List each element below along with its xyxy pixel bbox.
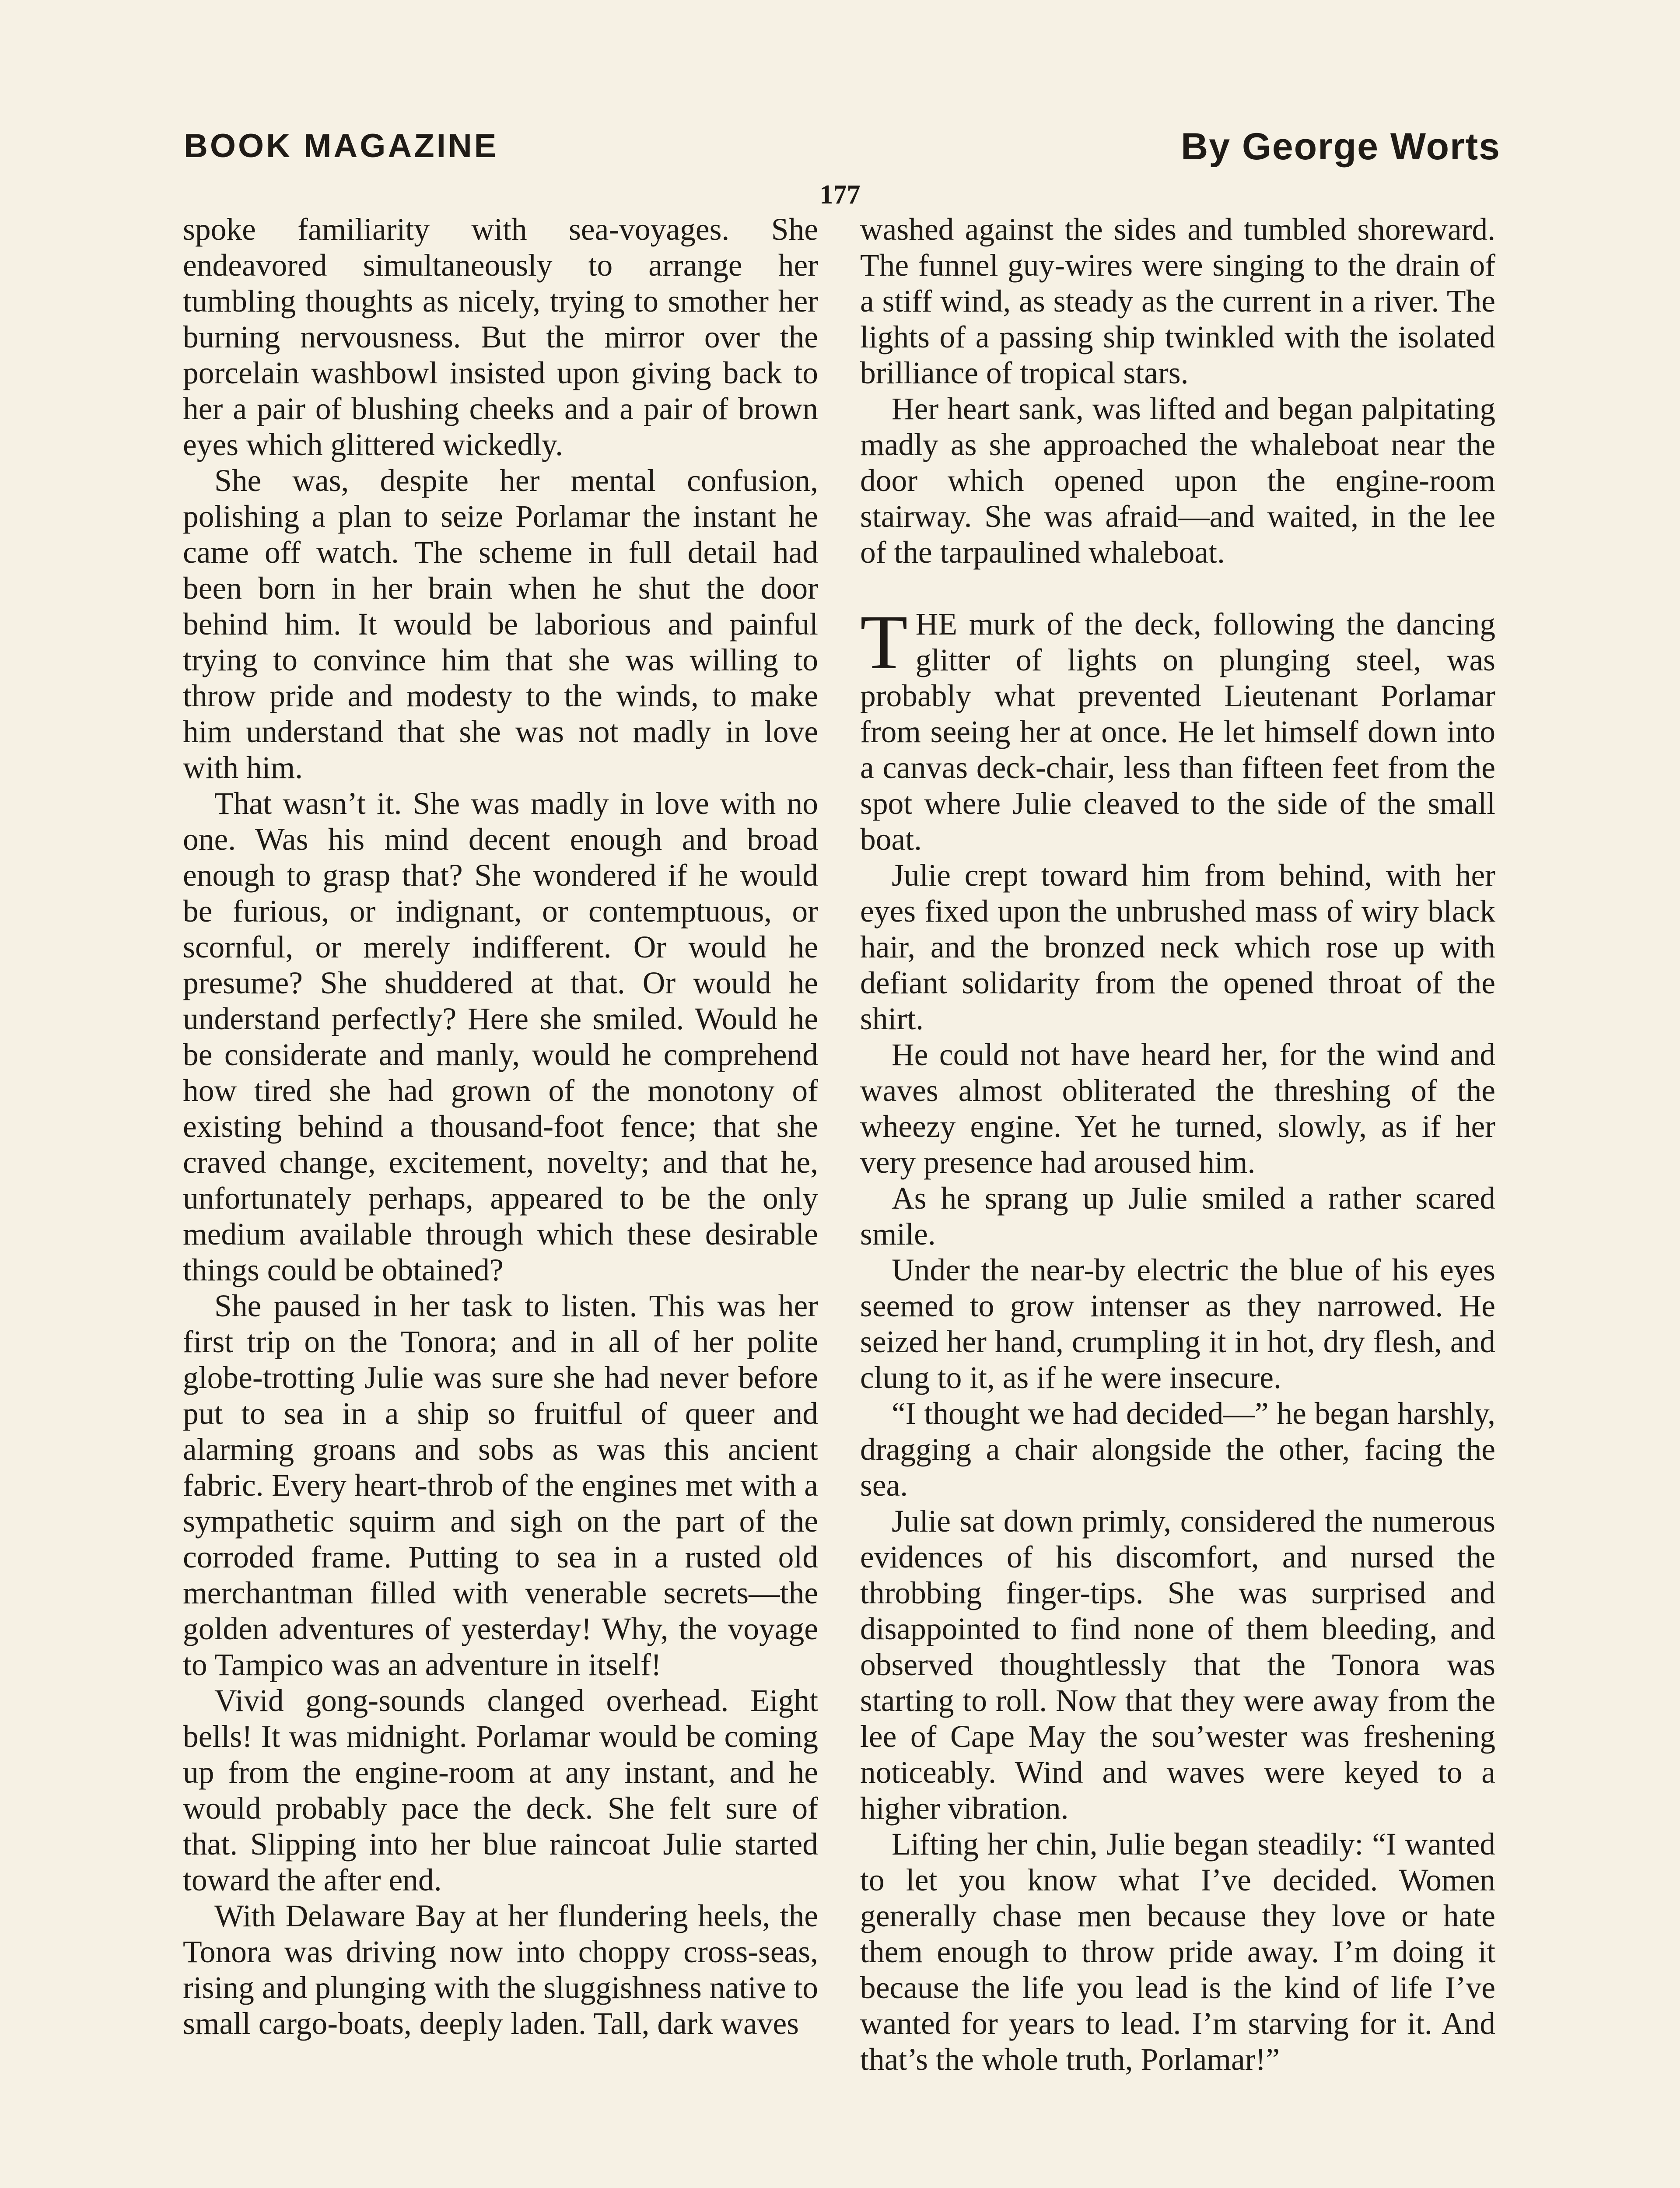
paragraph: [860, 1037, 1495, 1181]
paragraph-text: washed against the sides and tumbled shoreward. The funnel guy-wires were singing to the drain of a stiff wind, as steady as the current in a river. The lights of a passing ship twinkled with the isolated brilliance of tropical stars.: [860, 212, 1495, 390]
paragraph-text: Vivid gong-sounds clanged overhead. Eight bells! It was midnight. Porlamar would be coming up from the engine-room at any instant, and he would probably pace the deck. She felt sure of that. Slipping into her blue raincoat Julie started toward the after end.: [183, 1683, 818, 1897]
paragraph-text: He could not have heard her, for the wind and waves almost obliterated the threshing of the wheezy engine. Yet he turned, slowly, as if her very presence had aroused him.: [860, 1038, 1495, 1180]
text-column-right: [860, 212, 1495, 2188]
running-head-publication: BOOK MAGAZINE: [184, 127, 499, 165]
paragraph-text: Julie crept toward him from behind, with her eyes fixed upon the unbrushed mass of wiry black hair, and the bronzed neck which rose up with defiant solidarity from the opened throat of the shirt.: [860, 858, 1495, 1036]
paragraph-text: She paused in her task to listen. This was her first trip on the Tonora; and in all of her polite globe-trotting Julie was sure she had never before put to sea in a ship so fruitful of queer and alarming groans and sobs as was this ancient fabric. Every heart-throb of the engines met with a sympathetic squirm and sigh on the part of the corroded frame. Putting to sea in a rusted old merchantman filled with venerable secrets—the golden adventures of yesterday! Why, the voyage to Tampico was an adventure in itself!: [183, 1289, 818, 1682]
paragraph: [183, 1898, 818, 2042]
paragraph-text: Lifting her chin, Julie began steadily: “I wanted to let you know what I’ve decided. Women generally chase men because they love or hate them enough to throw pride away. I’m doing it because the life you lead is the kind of life I’ve wanted for years to lead. I’m starving for it. And that’s the whole truth, Porlamar!”: [860, 1827, 1495, 2077]
section-break: [860, 571, 1495, 607]
paragraph: [860, 212, 1495, 391]
paragraph: [860, 1504, 1495, 1827]
paragraph-text: “I thought we had decided—” he began harshly, dragging a chair alongside the other, facing the sea.: [860, 1396, 1495, 1503]
paragraph: [183, 1683, 818, 1898]
paragraph: [860, 858, 1495, 1037]
paragraph-text: HE murk of the deck, following the dancing glitter of lights on plunging steel, was probably what prevented Lieutenant Porlamar from seeing her at once. He let himself down into a canvas deck-chair, less than fifteen feet from the spot where Julie cleaved to the side of the small boat.: [860, 607, 1495, 857]
paragraph: [860, 1252, 1495, 1396]
drop-cap: T: [860, 599, 908, 685]
page-number: 177: [819, 180, 861, 210]
paragraph: [860, 391, 1495, 571]
paragraph-text: spoke familiarity with sea-voyages. She endeavored simultaneously to arrange her tumbling thoughts as nicely, trying to smother her burning nervousness. But the mirror over the porcelain washbowl insisted upon giving back to her a pair of blushing cheeks and a pair of brown eyes which glittered wickedly.: [183, 212, 818, 462]
paragraph: [183, 463, 818, 786]
paragraph-text: That wasn’t it. She was madly in love with no one. Was his mind decent enough and broad enough to grasp that? She wondered if he would be furious, or indignant, or contemptuous, or scornful, or merely indifferent. Or would he presume? She shuddered at that. Or would he understand perfectly? Here she smiled. Would he be considerate and manly, would he comprehend how tired she had grown of the monotony of existing behind a thousand-foot fence; that she craved change, excitement, novelty; and that he, unfortunately perhaps, appeared to be the only medium available through which these desirable things could be obtained?: [183, 786, 818, 1287]
paragraph: [860, 1396, 1495, 1504]
paragraph-text: With Delaware Bay at her flundering heels, the Tonora was driving now into choppy cross-seas, rising and plunging with the sluggishness native to small cargo-boats, deeply laden. Tall, dark waves: [183, 1899, 818, 2041]
paragraph: [183, 786, 818, 1288]
paragraph: [183, 1288, 818, 1683]
paragraph-text: As he sprang up Julie smiled a rather scared smile.: [860, 1181, 1495, 1252]
paragraph-text: She was, despite her mental confusion, polishing a plan to seize Porlamar the instant he came off watch. The scheme in full detail had been born in her brain when he shut the door behind him. It would be laborious and painful trying to convince him that she was willing to throw pride and modesty to the winds, to make him understand that she was not madly in love with him.: [183, 463, 818, 785]
paragraph-text: Her heart sank, was lifted and began palpitating madly as she approached the whaleboat near the door which opened upon the engine-room stairway. She was afraid—and waited, in the lee of the tarpaulined whaleboat.: [860, 392, 1495, 570]
text-column-left: [183, 212, 818, 2188]
paragraph: [183, 212, 818, 463]
paragraph: [860, 1181, 1495, 1252]
running-head-byline: By George Worts: [1181, 126, 1501, 168]
paragraph-text: Julie sat down primly, considered the numerous evidences of his discomfort, and nursed the throbbing finger-tips. She was surprised and disappointed to find none of them bleeding, and observed thoughtlessly that the Tonora was starting to roll. Now that they were away from the lee of Cape May the sou’wester was freshening noticeably. Wind and waves were keyed to a higher vibration.: [860, 1504, 1495, 1826]
paragraph-text: Under the near-by electric the blue of his eyes seemed to grow intenser as they narrowed. He seized her hand, crumpling it in hot, dry flesh, and clung to it, as if he were insecure.: [860, 1253, 1495, 1395]
paragraph: [860, 1827, 1495, 2078]
paragraph: [860, 599, 1495, 858]
